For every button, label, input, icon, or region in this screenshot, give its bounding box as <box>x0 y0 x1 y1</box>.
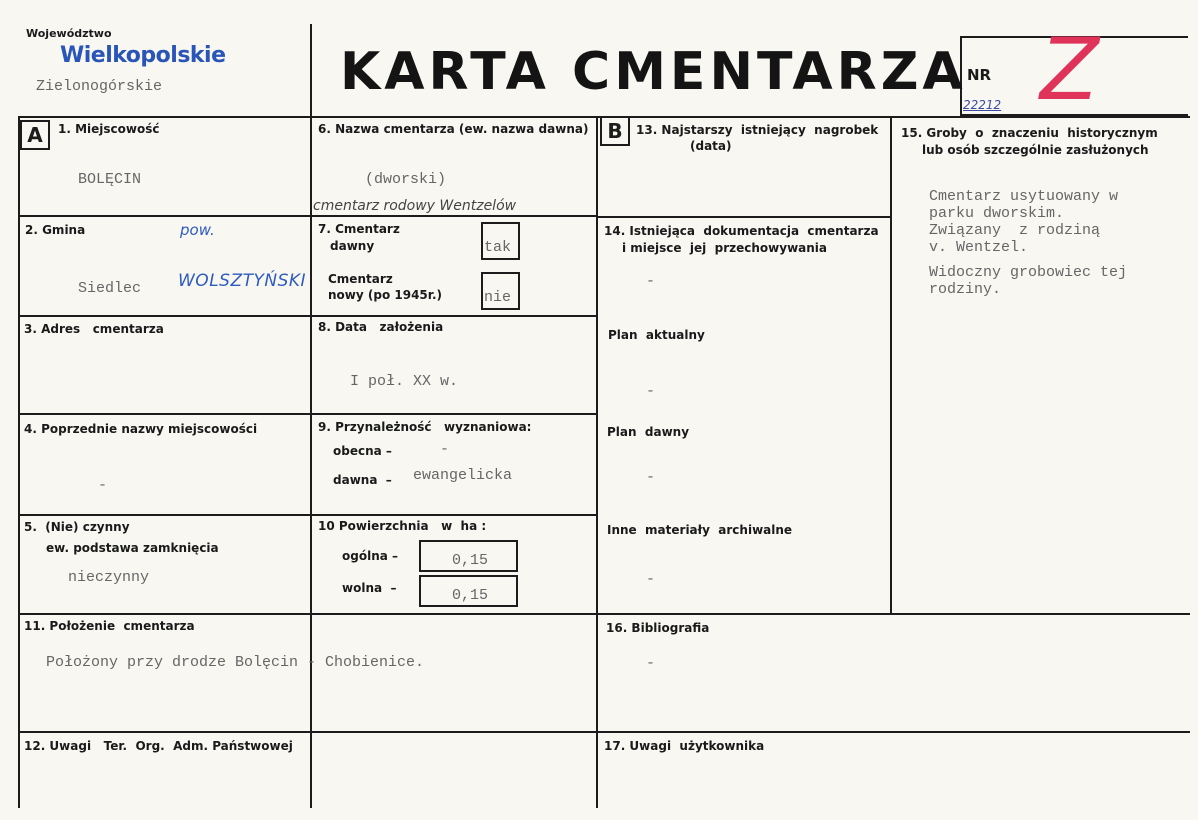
field-15-line: Cmentarz usytuowany w <box>929 188 1119 205</box>
field-2-label: 2. Gmina <box>25 223 86 237</box>
field-15-line: rodziny. <box>929 281 1002 298</box>
field-5-label-2: ew. podstawa zamknięcia <box>46 541 219 555</box>
field-5-value: nieczynny <box>68 569 150 586</box>
field-7-nowy-label-1: Cmentarz <box>328 272 393 286</box>
field-7-label: 7. Cmentarz <box>318 222 400 236</box>
field-15-line: Widoczny grobowiec tej <box>929 264 1128 281</box>
section-b-letter: B <box>600 116 630 146</box>
field-6-handwritten: cmentarz rodowy Wentzelów <box>313 198 517 214</box>
field-9-obecna-value: - <box>440 441 450 458</box>
field-1-value: BOLĘCIN <box>78 171 142 188</box>
nr-letter: Z <box>1040 20 1099 120</box>
inne-materialy-value: - <box>646 571 656 588</box>
field-10-label: 10 Powierzchnia w ha : <box>318 519 487 533</box>
field-15-label-2: lub osób szczególnie zasłużonych <box>922 143 1149 157</box>
divider <box>596 116 598 808</box>
page-title: KARTA CMENTARZA <box>340 42 967 102</box>
field-11-label: 11. Położenie cmentarza <box>24 619 195 633</box>
divider <box>18 315 596 317</box>
field-7-nowy-value: nie <box>484 289 512 306</box>
divider <box>596 216 892 218</box>
plan-aktualny-value: - <box>646 383 656 400</box>
divider <box>18 215 596 217</box>
field-15-label: 15. Groby o znaczeniu historycznym <box>901 126 1158 140</box>
wojewodztwo-label: Województwo <box>26 27 112 40</box>
field-7-dawny-value: tak <box>484 239 512 256</box>
field-9-dawna-label: dawna – <box>333 473 392 487</box>
field-4-label: 4. Poprzednie nazwy miejscowości <box>24 422 258 436</box>
field-3-label: 3. Adres cmentarza <box>24 322 164 336</box>
field-15-line: Związany z rodziną <box>929 222 1101 239</box>
divider <box>18 514 596 516</box>
field-11-value: Położony przy drodze Bolęcin - Chobienice. <box>46 654 425 671</box>
field-9-dawna-value: ewangelicka <box>413 467 513 484</box>
field-17-label: 17. Uwagi użytkownika <box>604 739 765 753</box>
wojewodztwo-typed: Zielonogórskie <box>36 78 163 95</box>
field-7-dawny-label: dawny <box>330 239 375 253</box>
field-9-obecna-label: obecna – <box>333 444 392 458</box>
field-15-line: v. Wentzel. <box>929 239 1029 256</box>
nr-number: 22212 <box>963 98 1002 112</box>
field-16-value: - <box>646 655 656 672</box>
divider <box>310 24 312 808</box>
field-8-value: I poł. XX w. <box>350 373 459 390</box>
field-10-wolna-value: 0,15 <box>452 587 489 604</box>
plan-dawny-value: - <box>646 469 656 486</box>
field-13-label: 13. Najstarszy istniejący nagrobek <box>636 123 879 137</box>
field-14-label: 14. Istniejąca dokumentacja cmentarza <box>604 224 879 238</box>
field-12-label: 12. Uwagi Ter. Org. Adm. Państwowej <box>24 739 293 753</box>
field-14-label-2: i miejsce jej przechowywania <box>622 241 828 255</box>
field-8-label: 8. Data założenia <box>318 320 444 334</box>
divider <box>18 731 1190 733</box>
nr-label: NR <box>967 66 992 84</box>
divider <box>18 116 890 118</box>
field-16-label: 16. Bibliografia <box>606 621 710 635</box>
field-2-value: Siedlec <box>78 280 142 297</box>
field-10-wolna-label: wolna – <box>342 581 397 595</box>
field-4-value: - <box>98 477 108 494</box>
field-9-label: 9. Przynależność wyznaniowa: <box>318 420 532 434</box>
field-13-label-2: (data) <box>690 139 732 153</box>
field-2-powiat-note: pow. <box>180 221 215 239</box>
field-15-line: parku dworskim. <box>929 205 1065 222</box>
plan-aktualny-label: Plan aktualny <box>608 328 705 342</box>
divider <box>18 116 20 808</box>
field-6-label: 6. Nazwa cmentarza (ew. nazwa dawna) <box>318 122 589 136</box>
field-2-powiat: WOLSZTYŃSKI <box>178 271 307 291</box>
divider <box>18 613 1190 615</box>
divider <box>890 116 892 614</box>
divider <box>18 413 596 415</box>
field-14-value: - <box>646 273 656 290</box>
field-6-value: (dworski) <box>365 171 447 188</box>
field-7-nowy-label-2: nowy (po 1945r.) <box>328 288 443 302</box>
wojewodztwo-stamp: Wielkopolskie <box>60 43 226 68</box>
field-1-label: 1. Miejscowość <box>58 122 160 136</box>
field-5-label: 5. (Nie) czynny <box>24 520 130 534</box>
section-a-letter: A <box>20 120 50 150</box>
field-10-ogolna-label: ogólna – <box>342 549 399 563</box>
field-10-ogolna-value: 0,15 <box>452 552 489 569</box>
inne-materialy-label: Inne materiały archiwalne <box>607 523 793 537</box>
plan-dawny-label: Plan dawny <box>607 425 690 439</box>
